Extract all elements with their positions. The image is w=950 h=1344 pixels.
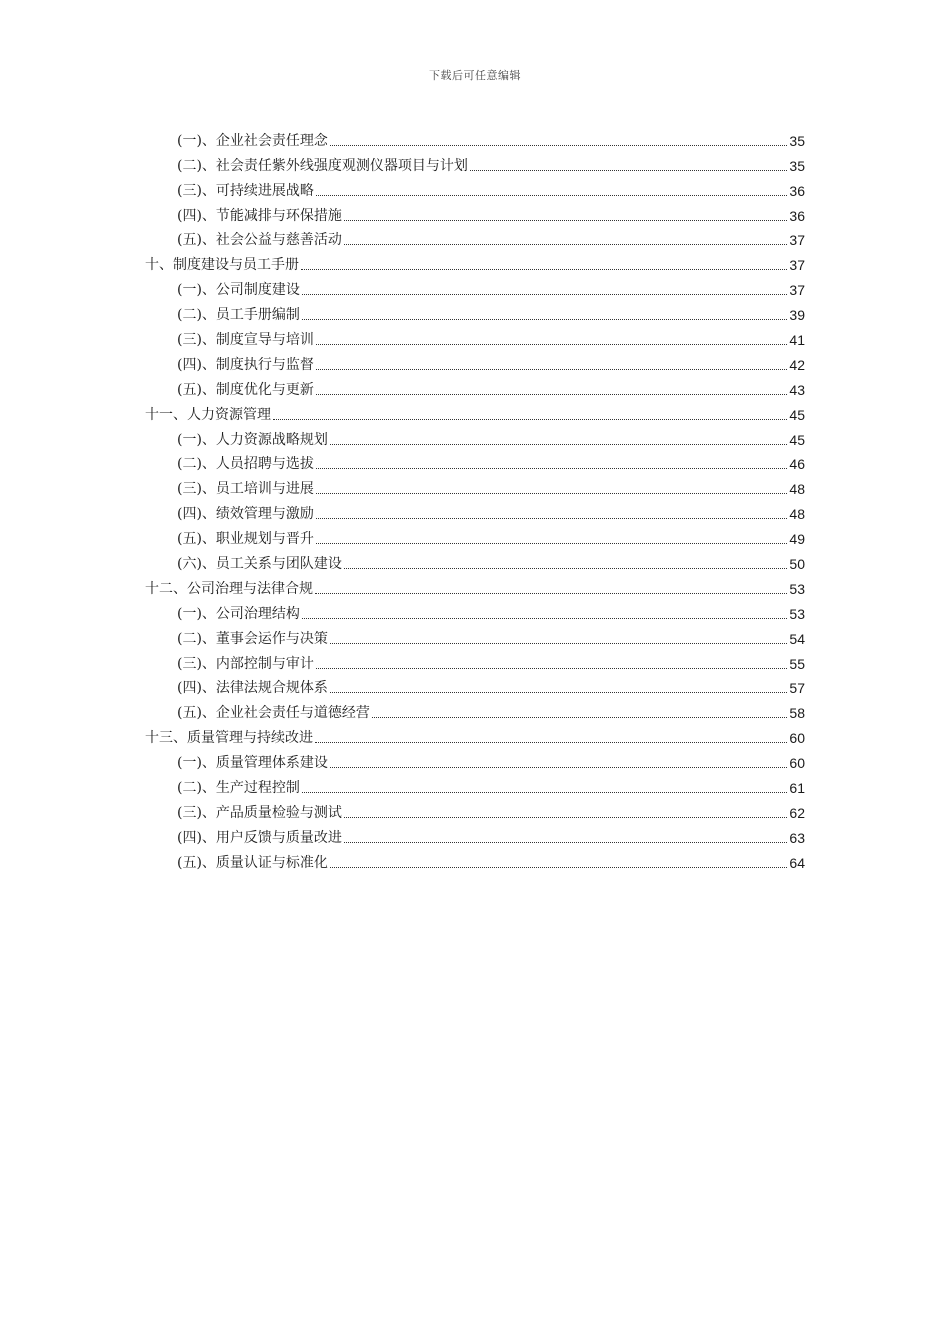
- toc-dot-leader: [330, 643, 787, 644]
- toc-entry-page-number: 37: [789, 282, 805, 299]
- toc-entry-title: (一)、企业社会责任理念: [177, 132, 328, 149]
- toc-dot-leader: [316, 668, 787, 669]
- toc-entry-page-number: 60: [789, 755, 805, 772]
- toc-entry-title: (三)、内部控制与审计: [177, 655, 314, 672]
- toc-section-entry[interactable]: [145, 524, 805, 549]
- toc-entry-title: (二)、社会责任紫外线强度观测仪器项目与计划: [177, 157, 468, 174]
- toc-section-entry[interactable]: [145, 450, 805, 475]
- toc-entry-title: (六)、员工关系与团队建设: [177, 556, 342, 573]
- toc-dot-leader: [344, 220, 787, 221]
- toc-dot-leader: [470, 170, 787, 171]
- toc-dot-leader: [316, 518, 787, 519]
- toc-entry-page-number: 48: [789, 506, 805, 523]
- toc-entry-title: (一)、人力资源战略规划: [177, 431, 328, 448]
- toc-entry-page-number: 45: [789, 431, 805, 448]
- toc-entry-page-number: 41: [789, 332, 805, 349]
- toc-entry-title: (二)、生产过程控制: [177, 780, 300, 797]
- toc-entry-page-number: 49: [789, 531, 805, 548]
- toc-entry-page-number: 53: [789, 580, 805, 597]
- toc-entry-title: 十二、公司治理与法律合规: [145, 580, 313, 597]
- toc-dot-leader: [344, 568, 787, 569]
- toc-section-entry[interactable]: [145, 474, 805, 499]
- toc-entry-title: (二)、人员招聘与选拔: [177, 456, 314, 473]
- toc-entry-page-number: 36: [789, 207, 805, 224]
- toc-chapter-entry[interactable]: [145, 400, 805, 425]
- toc-section-entry[interactable]: [145, 549, 805, 574]
- toc-entry-page-number: 37: [789, 232, 805, 249]
- toc-dot-leader: [302, 618, 787, 619]
- toc-entry-page-number: 46: [789, 456, 805, 473]
- toc-entry-title: (四)、绩效管理与激励: [177, 506, 314, 523]
- toc-section-entry[interactable]: [145, 375, 805, 400]
- toc-section-entry[interactable]: [145, 325, 805, 350]
- toc-dot-leader: [316, 543, 787, 544]
- toc-dot-leader: [315, 593, 787, 594]
- toc-dot-leader: [330, 867, 787, 868]
- toc-section-entry[interactable]: [145, 275, 805, 300]
- toc-entry-title: (一)、质量管理体系建设: [177, 755, 328, 772]
- toc-entry-title: (二)、董事会运作与决策: [177, 630, 328, 647]
- toc-section-entry[interactable]: [145, 126, 805, 151]
- toc-entry-title: (四)、节能减排与环保措施: [177, 207, 342, 224]
- toc-entry-title: (四)、法律法规合规体系: [177, 680, 328, 697]
- toc-entry-page-number: 37: [789, 257, 805, 274]
- toc-entry-page-number: 35: [789, 157, 805, 174]
- toc-dot-leader: [316, 369, 787, 370]
- toc-section-entry[interactable]: [145, 798, 805, 823]
- toc-section-entry[interactable]: [145, 226, 805, 251]
- toc-entry-title: (三)、员工培训与进展: [177, 481, 314, 498]
- toc-section-entry[interactable]: [145, 848, 805, 873]
- toc-dot-leader: [316, 344, 787, 345]
- toc-entry-title: (五)、制度优化与更新: [177, 381, 314, 398]
- toc-section-entry[interactable]: [145, 823, 805, 848]
- toc-dot-leader: [330, 444, 787, 445]
- toc-entry-page-number: 35: [789, 132, 805, 149]
- toc-dot-leader: [316, 493, 787, 494]
- toc-entry-page-number: 57: [789, 680, 805, 697]
- toc-entry-page-number: 58: [789, 705, 805, 722]
- toc-section-entry[interactable]: [145, 425, 805, 450]
- toc-section-entry[interactable]: [145, 599, 805, 624]
- toc-dot-leader: [316, 195, 787, 196]
- toc-dot-leader: [302, 792, 787, 793]
- toc-section-entry[interactable]: [145, 350, 805, 375]
- toc-chapter-entry[interactable]: [145, 723, 805, 748]
- toc-dot-leader: [316, 468, 787, 469]
- table-of-contents: [145, 126, 805, 873]
- toc-dot-leader: [301, 269, 787, 270]
- toc-dot-leader: [344, 244, 787, 245]
- toc-entry-page-number: 62: [789, 804, 805, 821]
- toc-entry-page-number: 64: [789, 854, 805, 871]
- toc-dot-leader: [273, 419, 787, 420]
- toc-entry-title: (五)、质量认证与标准化: [177, 854, 328, 871]
- toc-entry-title: (四)、用户反馈与质量改进: [177, 829, 342, 846]
- toc-entry-title: (二)、员工手册编制: [177, 307, 300, 324]
- toc-entry-page-number: 55: [789, 655, 805, 672]
- toc-entry-page-number: 53: [789, 605, 805, 622]
- toc-entry-title: (三)、产品质量检验与测试: [177, 804, 342, 821]
- toc-entry-page-number: 42: [789, 356, 805, 373]
- toc-entry-page-number: 63: [789, 829, 805, 846]
- toc-section-entry[interactable]: [145, 698, 805, 723]
- toc-entry-page-number: 61: [789, 780, 805, 797]
- toc-dot-leader: [315, 742, 787, 743]
- toc-entry-page-number: 48: [789, 481, 805, 498]
- toc-dot-leader: [302, 319, 787, 320]
- toc-section-entry[interactable]: [145, 201, 805, 226]
- toc-section-entry[interactable]: [145, 499, 805, 524]
- toc-section-entry[interactable]: [145, 300, 805, 325]
- toc-entry-page-number: 54: [789, 630, 805, 647]
- toc-chapter-entry[interactable]: [145, 574, 805, 599]
- toc-dot-leader: [302, 294, 787, 295]
- toc-entry-page-number: 36: [789, 182, 805, 199]
- toc-entry-title: 十一、人力资源管理: [145, 406, 271, 423]
- toc-dot-leader: [316, 394, 787, 395]
- toc-entry-page-number: 39: [789, 307, 805, 324]
- toc-entry-title: (三)、可持续进展战略: [177, 182, 314, 199]
- toc-section-entry[interactable]: [145, 649, 805, 674]
- toc-section-entry[interactable]: [145, 773, 805, 798]
- toc-dot-leader: [330, 767, 787, 768]
- toc-section-entry[interactable]: [145, 176, 805, 201]
- toc-entry-title: (五)、企业社会责任与道德经营: [177, 705, 370, 722]
- toc-section-entry[interactable]: [145, 674, 805, 699]
- toc-entry-page-number: 45: [789, 406, 805, 423]
- toc-dot-leader: [344, 842, 787, 843]
- toc-entry-title: (五)、职业规划与晋升: [177, 531, 314, 548]
- toc-entry-title: (三)、制度宣导与培训: [177, 332, 314, 349]
- toc-entry-title: 十、制度建设与员工手册: [145, 257, 299, 274]
- toc-entry-title: 十三、质量管理与持续改进: [145, 730, 313, 747]
- toc-entry-title: (四)、制度执行与监督: [177, 356, 314, 373]
- toc-entry-title: (五)、社会公益与慈善活动: [177, 232, 342, 249]
- toc-entry-title: (一)、公司治理结构: [177, 605, 300, 622]
- toc-entry-title: (一)、公司制度建设: [177, 282, 300, 299]
- toc-dot-leader: [330, 145, 787, 146]
- toc-section-entry[interactable]: [145, 624, 805, 649]
- toc-entry-page-number: 50: [789, 556, 805, 573]
- toc-entry-page-number: 60: [789, 730, 805, 747]
- toc-dot-leader: [344, 817, 787, 818]
- toc-chapter-entry[interactable]: [145, 250, 805, 275]
- page-header: 下载后可任意编辑: [429, 69, 521, 82]
- toc-entry-page-number: 43: [789, 381, 805, 398]
- toc-dot-leader: [372, 717, 787, 718]
- toc-section-entry[interactable]: [145, 151, 805, 176]
- toc-section-entry[interactable]: [145, 748, 805, 773]
- toc-dot-leader: [330, 692, 787, 693]
